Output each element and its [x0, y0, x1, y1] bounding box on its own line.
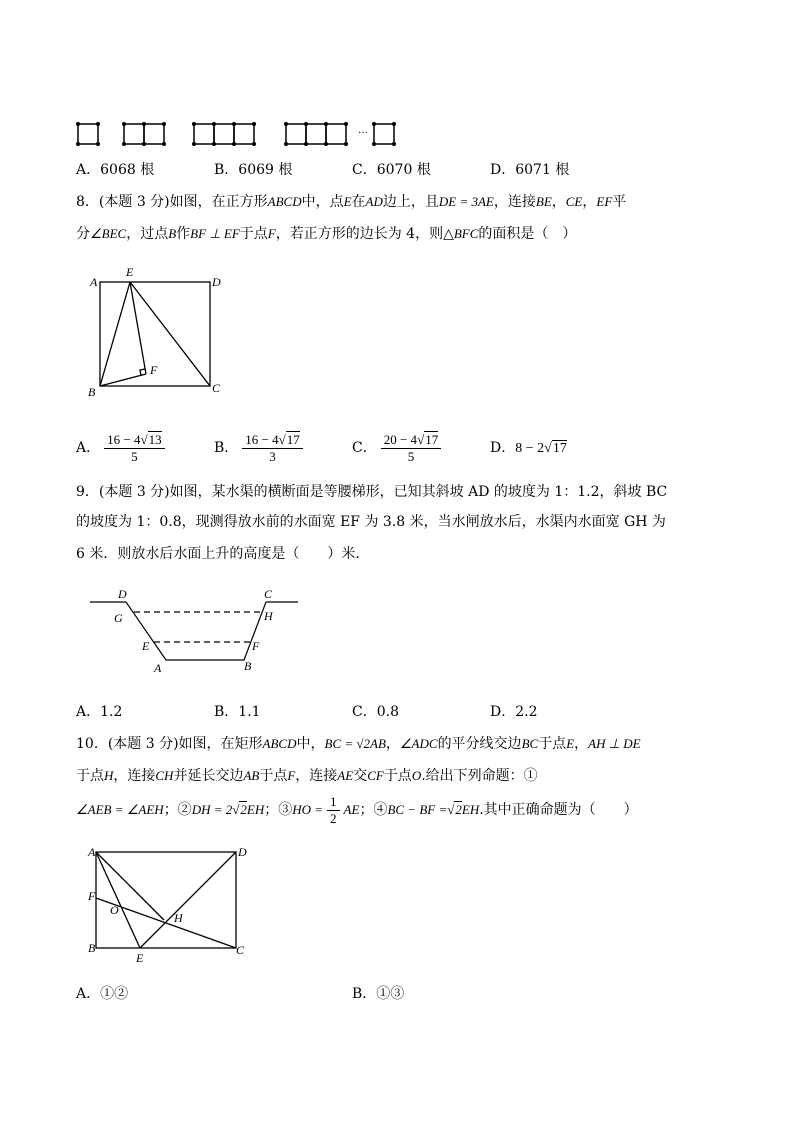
label-C: C: [264, 587, 273, 601]
label-F: F: [150, 363, 158, 377]
q10-stem-line2: 于点H，连接CH并延长交边AB于点F，连接AE交CF于点O.给出下列命题：①: [76, 768, 538, 784]
label-H: H: [264, 609, 273, 623]
q9-stem-line1: 9．(本题 3 分)如图，某水渠的横断面是等腰梯形，已知其斜坡 AD 的坡度为 1：1.2，斜坡 BC: [76, 484, 668, 500]
label-D: D: [238, 845, 247, 859]
q9-option-b[interactable]: B．1.1: [214, 704, 261, 720]
q10-stem-line1: 10．(本题 3 分)如图，在矩形ABCD中，BC = √2AB，∠ADC的平分线交边BC于点E，AH ⊥ DE: [76, 736, 641, 752]
q9-stem-line3: 6 米．则放水后水面上升的高度是（ ）米．: [76, 546, 370, 562]
label-C: C: [212, 381, 221, 395]
q8-option-b[interactable]: B． $\frac{16 - 4√17}{3}$: [214, 428, 307, 468]
q9-stem-line2: 的坡度为 1：0.8，现测得放水前的水面宽 EF 为 3.8 米，当水闸放水后，水渠内水面宽 GH 为: [76, 514, 666, 530]
q7-option-c[interactable]: C．6070 根: [352, 162, 431, 178]
q10-stem-line3: ∠AEB = ∠AEH；②DH = 2√2EH；③HO = $\frac{1}{2}$ AE；④BC − BF =√2EH.其中正确命题为（ ）: [76, 793, 638, 826]
q9-option-a[interactable]: A．1.2: [76, 704, 123, 720]
q7-option-a[interactable]: A．6068 根: [76, 162, 155, 178]
label-E: E: [126, 265, 134, 279]
q9-trapezoid-figure: [86, 582, 306, 682]
label-E: E: [142, 639, 150, 653]
label-F: F: [252, 639, 260, 653]
label-E: E: [136, 951, 144, 965]
label-H: H: [174, 911, 183, 925]
matchstick-squares-figure: [74, 120, 404, 150]
q10-rectangle-figure: [84, 842, 254, 966]
label-B: B: [88, 385, 96, 399]
ellipsis: ···: [358, 128, 368, 139]
label-B: B: [244, 659, 252, 673]
q8-square-figure: [86, 262, 236, 402]
label-O: O: [110, 903, 119, 917]
label-A: A: [154, 661, 162, 675]
label-B: B: [88, 941, 96, 955]
q7-option-d[interactable]: D．6071 根: [490, 162, 570, 178]
q7-option-b[interactable]: B．6069 根: [214, 162, 293, 178]
label-G: G: [114, 611, 123, 625]
q9-option-c[interactable]: C．0.8: [352, 704, 399, 720]
label-D: D: [212, 275, 221, 289]
q8-stem-line2: 分∠BEC，过点B作BF ⊥ EF于点F，若正方形的边长为 4，则△BFC的面积是（ ）: [76, 226, 577, 242]
label-A: A: [90, 275, 98, 289]
q8-stem-line1: 8．(本题 3 分)如图，在正方形ABCD中，点E在AD边上，且DE = 3AE，连接BE，CE，EF平: [76, 194, 627, 210]
label-D: D: [118, 587, 127, 601]
label-C: C: [236, 943, 245, 957]
q10-option-a[interactable]: A．①②: [76, 986, 129, 1002]
q8-option-d[interactable]: D．8 − 2√17: [490, 440, 567, 456]
q10-option-b[interactable]: B．①③: [352, 986, 405, 1002]
label-F: F: [88, 889, 96, 903]
q8-option-a[interactable]: A． $\frac{16 - 4√13}{5}$: [76, 428, 169, 468]
q9-option-d[interactable]: D．2.2: [490, 704, 538, 720]
q8-option-c[interactable]: C． $\frac{20 - 4√17}{5}$: [352, 428, 445, 468]
label-A: A: [88, 845, 96, 859]
